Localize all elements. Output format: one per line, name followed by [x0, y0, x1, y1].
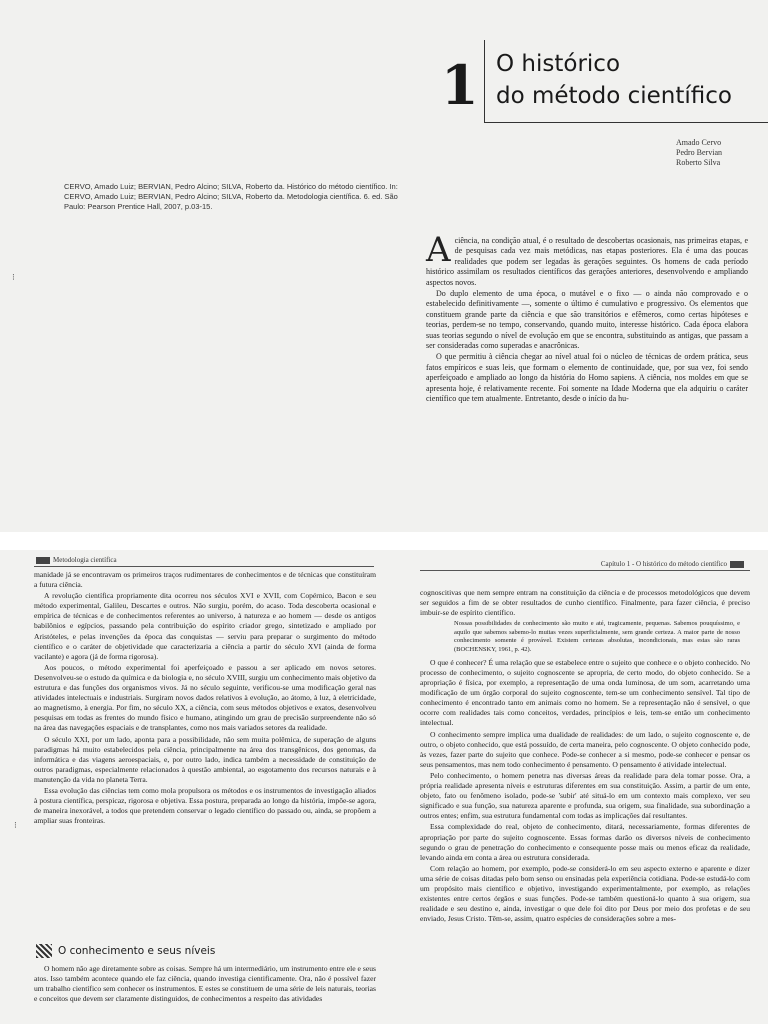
scan-artifact-mark: ⁝	[12, 272, 15, 282]
running-head-rule	[34, 566, 374, 567]
paragraph: Aos poucos, o método experimental foi aperfeiçoado e passou a ser aplicado em novos setores. Desenvolveu-se o estudo da química e da biologia e, no século XVIII, surgiu um conhecimento mais objetivo da estrutura e das funções dos organismos vivos. Já no século seguinte, verificou-se uma modificação geral nas atividades intelectuais e industriais. Surgiram novos dados relativos à evolução, ao átomo, à luz, à eletricidade, ao magnetismo, à energia. Por fim, no século XX, a ciência, com seus métodos objetivos e exatos, desenvolveu pesquisas em todas as frentes do mundo físico e humano, atingindo um grau de precisão surpreendente não só na área das navegações espaciais e de transplantes, como nos mais variados setores da realidade.	[34, 662, 376, 733]
paragraph: O que permitiu à ciência chegar ao nível atual foi o núcleo de técnicas de ordem prática, seus fatos empíricos e suas leis, que formam o elemento de continuidade, que, por sua vez, foi sendo aperfeiçoado e ampliado ao longo da história do Homo sapiens. A ciência, nos moldes em que se apresenta hoje, é relativamente recente. Foi somente na Idade Moderna que ela adquiriu o caráter científico que tem atualmente. Entretanto, desde o início da hu-	[426, 352, 748, 404]
page-gap	[0, 532, 768, 550]
section-icon	[36, 944, 52, 958]
chapter-number: 1	[441, 53, 479, 117]
left-column-text	[34, 570, 376, 827]
paragraph: Essa evolução das ciências tem como mola propulsora os métodos e os instrumentos de investigação aliados à postura científica, perspicaz, rigorosa e objetiva. Essa postura, preparada ao longo da história, impõe-se agora, de maneira inexorável, a todos que pretendem conservar o legado científico do passado ou, ainda, se propõem a ampliar suas fronteiras.	[34, 785, 376, 826]
running-head-right	[601, 560, 744, 569]
block-quote: Nossas possibilidades de conhecimento são muito e até, tragicamente, pequenas. Sabemos pouquíssimo, e aquilo que sabemos sabemo-lo muitas vezes superficialmente, sem grande certeza. A maior parte de nosso conhecimento somente é provável. Existem certezas absolutas, incondicionais, mas estas são raras (BOCHENSKY, 1961, p. 42).	[454, 620, 740, 653]
chapter-title-line-1: O histórico	[496, 51, 621, 77]
paragraph: Essa complexidade do real, objeto de conhecimento, ditará, necessariamente, formas diferentes de apropriação por parte do sujeito cognoscente. Essas formas darão os diversos níveis de conhecimento segundo o grau de penetração do conhecimento e consequente posse mais ou menos eficaz da realidade, levando ainda em conta a área ou estrutura considerada.	[420, 822, 750, 862]
paragraph: O conhecimento sempre implica uma dualidade de realidades: de um lado, o sujeito cognoscente e, de outro, o objeto conhecido, que está possuído, de certa maneira, pelo cognoscente. O objeto conhecido pode, às vezes, fazer parte do sujeito que conhece. Pode-se conhecer a si mesmo, pode-se conhecer e pensar os seus pensamentos, mas nem todo conhecimento é pensamento. O pensamento é atividade intelectual.	[420, 729, 750, 769]
chapter-title-line-2: do método científico	[496, 83, 732, 109]
paragraph: O século XXI, por um lado, aponta para a possibilidade, não sem muita polêmica, de superação de alguns paradigmas há muito estabelecidos pela ciência, principalmente na área dos transgênicos, dos genomas, da informática e das viagens aeroespaciais, e, por outro lado, indica também a necessidade de constituição de outros paradigmas, especialmente relacionados à questão ambiental, ao esgotamento dos recursos naturais e à manutenção da vida no planeta Terra.	[34, 734, 376, 784]
paragraph: cognoscitivas que nem sempre entram na constituição da ciência e de processos metodológicos que devem ser seguidos a fim de se obter resultados de cunho científico. Finalmente, para fazer ciência, é preciso imbuir-se de espírito científico.	[420, 588, 750, 618]
title-divider-vertical	[484, 40, 485, 122]
paragraph: manidade já se encontravam os primeiros traços rudimentares de conhecimentos e de técnicas que constituíram a futura ciência.	[34, 570, 376, 590]
running-head-text: Capítulo 1 - O histórico do método científico	[600, 560, 727, 568]
author: Roberto Silva	[676, 158, 721, 167]
running-head-left	[36, 556, 117, 565]
paragraph: A revolução científica propriamente dita ocorreu nos séculos XVI e XVII, com Copérnico, Bacon e seu método experimental, Galileu, Descartes e outros. Não surgiu, porém, do acaso. Toda descoberta ocasional e empírica de técnicas e de conhecimentos referentes ao universo, à natureza e ao homem — desde os antigos babilônios e egípcios, passando pela contribuição do espírito criador grego, sintetizado e ampliado por Aristóteles, e pelas invenções da época das conquistas — serviu para preparar o surgimento do método científico e o caráter de objetividade que caracterizaria a ciência a partir do século XVI (ainda de forma vacilante) e agora (já de forma rigorosa).	[34, 591, 376, 661]
author: Amado Cervo	[676, 138, 722, 147]
paragraph: Pelo conhecimento, o homem penetra nas diversas áreas da realidade para dela tomar posse. Ora, a própria realidade apresenta níveis e estruturas diferentes em sua constituição. Assim, a partir de um ente, objeto, fato ou fenômeno isolado, pode-se 'subir' até situá-lo em um contexto mais complexo, ver seu significado e sua função, sua natureza aparente e profunda, sua origem, sua finalidade, sua subordinação a outros entes; enfim, sua estrutura fundamental com todas as implicações daí resultantes.	[420, 770, 750, 821]
chapter-title	[496, 48, 761, 112]
right-column-text	[420, 588, 750, 925]
paragraph: O homem não age diretamente sobre as coisas. Sempre há um intermediário, um instrumento entre ele e seus atos. Isso também acontece quando ele faz ciência, quando investiga cientificamente. Ora, não é possível fazer um trabalho científico sem conhecer os instrumentos. E estes se constituem de uma série de leis naturais, teorias e conceitos que devem ser claramente distinguidos, de conhecimentos a respeito das atividades	[34, 964, 376, 1004]
paragraph: Com relação ao homem, por exemplo, pode-se considerá-lo em seu aspecto externo e aparente e dizer uma série de coisas ditadas pelo bom senso ou ensinadas pela experiência cotidiana. Pode-se estudá-lo com um propósito mais científico e objetivo, investigando experimentalmente, por exemplo, as relações existentes entre certos órgãos e suas funções. Pode-se também questioná-lo quanto à sua origem, sua realidade e seu destino e, ainda, investigar o que dele foi dito por Deus por meio dos profetas e de seu enviado, Jesus Cristo. Têm-se, assim, quatro espécies de considerações sobre a mes-	[420, 863, 750, 924]
paragraph: Do duplo elemento de uma época, o mutável e o fixo — o ainda não comprovado e o estabelecido definitivamente —, somente o último é cumulativo e progressivo. Os elementos que constituem grande parte da ciência e que são transitórios e efêmeros, como certas hipóteses e teorias, perdem-se no tempo, conservando, quando muito, interesse histórico. Cada época elabora suas teorias segundo o nível de evolução em que se encontra, substituindo as antigas, que passam a ser consideradas como superadas e anacrônicas.	[426, 289, 748, 351]
paragraph-text: ciência, na condição atual, é o resultado de descobertas ocasionais, nas primeiras etapas, e de pesquisas cada vez mais metódicas, nas etapas posteriores. Ela é uma das poucas realidades que podem ser legadas às gerações seguintes. Os homens de cada período histórico assimilam os resultados científicos das gerações anteriores, desenvolvendo e ampliando aspectos novos.	[426, 236, 748, 287]
section-title: O conhecimento e seus níveis	[58, 945, 216, 957]
running-head-rule	[420, 570, 750, 571]
title-divider-horizontal	[484, 122, 768, 123]
section-heading	[36, 944, 376, 958]
drop-cap: A	[426, 230, 451, 270]
page-number-icon	[36, 557, 50, 564]
paragraph: O que é conhecer? É uma relação que se estabelece entre o sujeito que conhece e o objeto conhecido. No processo de conhecimento, o sujeito cognoscente se apropria, de certo modo, do objeto conhecido. Se a apropriação é física, por exemplo, a representação de uma onda luminosa, de um som, acarretando uma modificação de um órgão corporal do sujeito cognoscente, tem-se um conhecimento sensível. Tal tipo de conhecimento é encontrado tanto em animais como no homem. Se a representação não é sensível, o que ocorre com realidades tais como conceitos, verdades, princípios e leis, tem-se então um conhecimento intelectual.	[420, 657, 750, 728]
scan-artifact-mark: ⁝	[14, 820, 17, 830]
paragraph	[426, 230, 748, 288]
top-body-text	[426, 230, 748, 406]
section-body-text	[34, 964, 376, 1004]
author: Pedro Bervian	[676, 148, 722, 157]
running-head-text: Metodologia científica	[53, 556, 117, 564]
citation-reference: CERVO, Amado Luiz; BERVIAN, Pedro Alcino; SILVA, Roberto da. Histórico do método científico. In: CERVO, Amado Luiz; BERVIAN, Pedro Alcino; SILVA, Roberto da. Metodologia científica. 6. ed. São Paulo: Pearson Prentice Hall, 2007, p.03-15.	[64, 182, 398, 211]
page-number-icon	[730, 561, 744, 568]
author-list	[676, 138, 722, 168]
